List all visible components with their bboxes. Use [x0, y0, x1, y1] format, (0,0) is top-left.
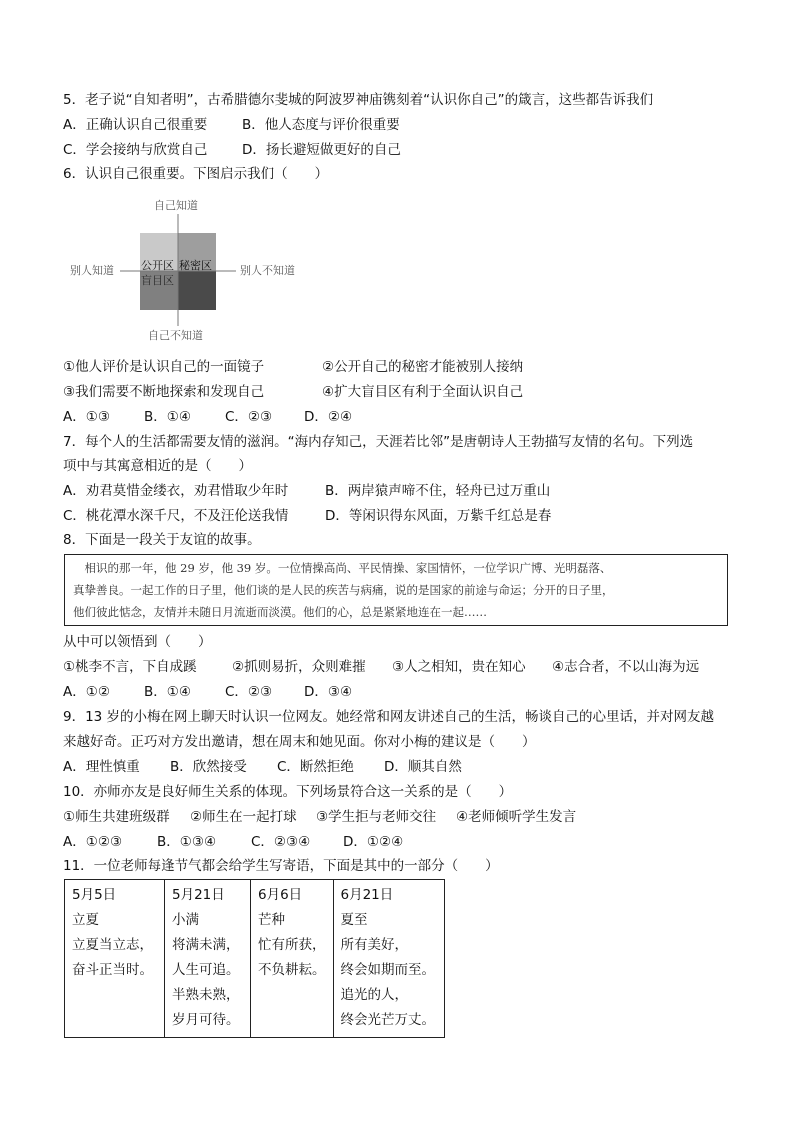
term-message-line: 所有美好， — [340, 937, 408, 953]
term-date: 5月21日 — [172, 887, 225, 903]
term-message-line: 奋斗正当时。 — [72, 962, 153, 978]
story-line-3: 他们彼此惦念，友情并未随日月流逝而淡漠。他们的心，总是紧紧地连在一起…… — [73, 605, 487, 619]
q5-option-d: D．扬长避短做更好的自己 — [242, 142, 401, 158]
q6-statement-1: ①他人评价是认识自己的一面镜子 — [63, 359, 265, 375]
term-name: 夏至 — [340, 912, 368, 928]
q10-statement-1: ①师生共建班级群 — [63, 809, 170, 825]
q9-stem-line-1: 9．13 岁的小梅在网上聊天时认识一位网友。她经常和网友讲述自己的生活，畅谈自己的心里话，并对网友越 — [63, 709, 715, 725]
solar-terms-table — [64, 879, 445, 1038]
q7-option-c: C．桃花潭水深千尺，不及汪伦送我情 — [63, 508, 289, 524]
friendship-story-box — [64, 554, 728, 626]
label-blind-area: 盲目区 — [141, 274, 174, 287]
q6-statement-3: ③我们需要不断地探索和发现自己 — [63, 384, 265, 400]
term-message-line: 忙有所获， — [258, 937, 326, 953]
term-name: 立夏 — [72, 912, 99, 928]
term-name: 芒种 — [258, 912, 285, 928]
q10-option-b: B．①③④ — [157, 834, 217, 850]
q11-stem: 11．一位老师每逢节气都会给学生写寄语，下面是其中的一部分（ ） — [63, 858, 499, 874]
q10-option-c: C．②③④ — [251, 834, 311, 850]
q9-option-a: A．理性慎重 — [63, 759, 140, 775]
term-date: 5月5日 — [72, 887, 117, 903]
q5-stem: 5．老子说“自知者明”，古希腊德尔斐城的阿波罗神庙镌刻着“认识你自己”的箴言，这些都告诉我们 — [63, 92, 654, 108]
q8-stem: 8．下面是一段关于友谊的故事。 — [63, 532, 261, 548]
story-line-2: 真挚善良。一起工作的日子里，他们谈的是人民的疾苦与病痛，说的是国家的前途与命运；分开的日子里， — [73, 583, 614, 597]
q10-option-a: A．①②③ — [63, 834, 123, 850]
q10-statement-2: ②师生在一起打球 — [190, 809, 297, 825]
q6-option-a: A．①③ — [63, 409, 110, 425]
q7-option-b: B．两岸猿声啼不住，轻舟已过万重山 — [325, 483, 551, 499]
term-message-line: 人生可追。 — [172, 962, 240, 978]
term-message-line: 岁月可待。 — [172, 1012, 240, 1028]
term-name: 小满 — [172, 912, 199, 928]
story-line-1: 相识的那一年，他 29 岁，他 39 岁。一位情操高尚、平民情操、家国情怀，一位学识广博、光明磊落、 — [73, 561, 612, 575]
label-self-unknown: 自己不知道 — [148, 329, 203, 342]
q9-stem-line-2: 来越好奇。正巧对方发出邀请，想在周末和她见面。你对小梅的建议是（ ） — [63, 734, 536, 750]
term-column-xiazhi — [333, 880, 444, 1038]
q8-option-b: B．①④ — [144, 684, 191, 700]
term-date: 6月6日 — [258, 887, 303, 903]
term-message-line: 立夏当立志， — [72, 937, 153, 953]
label-self-known: 自己知道 — [154, 199, 198, 212]
q6-option-b: B．①④ — [144, 409, 191, 425]
q8-option-a: A．①② — [63, 684, 110, 700]
johari-window-diagram — [60, 196, 310, 346]
q7-stem-line-2: 项中与其寓意相近的是（ ） — [63, 458, 252, 474]
q8-option-c: C．②③ — [225, 684, 273, 700]
term-column-lixia — [65, 880, 165, 1038]
q8-statement-3: ③人之相知，贵在知心 — [392, 659, 526, 675]
term-message-line: 追光的人， — [340, 987, 408, 1003]
q6-statement-4: ④扩大盲目区有利于全面认识自己 — [322, 384, 524, 400]
term-message-line: 终会如期而至。 — [340, 962, 435, 978]
q5-option-b: B．他人态度与评价很重要 — [242, 117, 400, 133]
q10-statement-3: ③学生拒与老师交往 — [316, 809, 437, 825]
q10-stem: 10．亦师亦友是良好师生关系的体现。下列场景符合这一关系的是（ ） — [63, 784, 513, 800]
term-message-line: 将满未满， — [172, 937, 240, 953]
q6-stem: 6．认识自己很重要。下图启示我们（ ） — [63, 166, 329, 182]
term-column-mangzhong — [251, 880, 334, 1038]
q10-option-d: D．①②④ — [343, 834, 404, 850]
term-message-line: 不负耕耘。 — [258, 962, 326, 978]
q8-statement-1: ①桃李不言，下自成蹊 — [63, 659, 197, 675]
q5-option-a: A．正确认识自己很重要 — [63, 117, 208, 133]
term-message-line: 半熟未熟， — [172, 987, 240, 1003]
q7-stem-line-1: 7．每个人的生活都需要友情的滋润。“海内存知己，天涯若比邻”是唐朝诗人王勃描写友情的名句。下列选 — [63, 434, 694, 450]
label-public-area: 公开区 — [141, 259, 174, 272]
term-column-xiaoman — [165, 880, 251, 1038]
q6-option-d: D．②④ — [304, 409, 353, 425]
q9-option-c: C．断然拒绝 — [277, 759, 354, 775]
q5-option-c: C．学会接纳与欣赏自己 — [63, 142, 208, 158]
q6-statement-2: ②公开自己的秘密才能被别人接纳 — [322, 359, 524, 375]
term-message-line: 终会光芒万丈。 — [340, 1012, 435, 1028]
label-others-known: 别人知道 — [70, 264, 114, 277]
q8-statement-2: ②抓则易折，众则难摧 — [232, 659, 366, 675]
label-others-unknown: 别人不知道 — [240, 264, 295, 277]
q6-option-c: C．②③ — [225, 409, 273, 425]
q7-option-a: A．劝君莫惜金缕衣，劝君惜取少年时 — [63, 483, 289, 499]
q10-statement-4: ④老师倾听学生发言 — [456, 809, 577, 825]
term-date: 6月21日 — [340, 887, 394, 903]
q8-statement-4: ④志合者，不以山海为远 — [552, 659, 700, 675]
q7-option-d: D．等闲识得东风面，万紫千红总是春 — [325, 508, 552, 524]
q8-lead: 从中可以领悟到（ ） — [63, 634, 212, 650]
q8-option-d: D．③④ — [304, 684, 353, 700]
label-secret-area: 秘密区 — [179, 259, 212, 272]
q9-option-d: D．顺其自然 — [384, 759, 462, 775]
q9-option-b: B．欣然接受 — [170, 759, 247, 775]
